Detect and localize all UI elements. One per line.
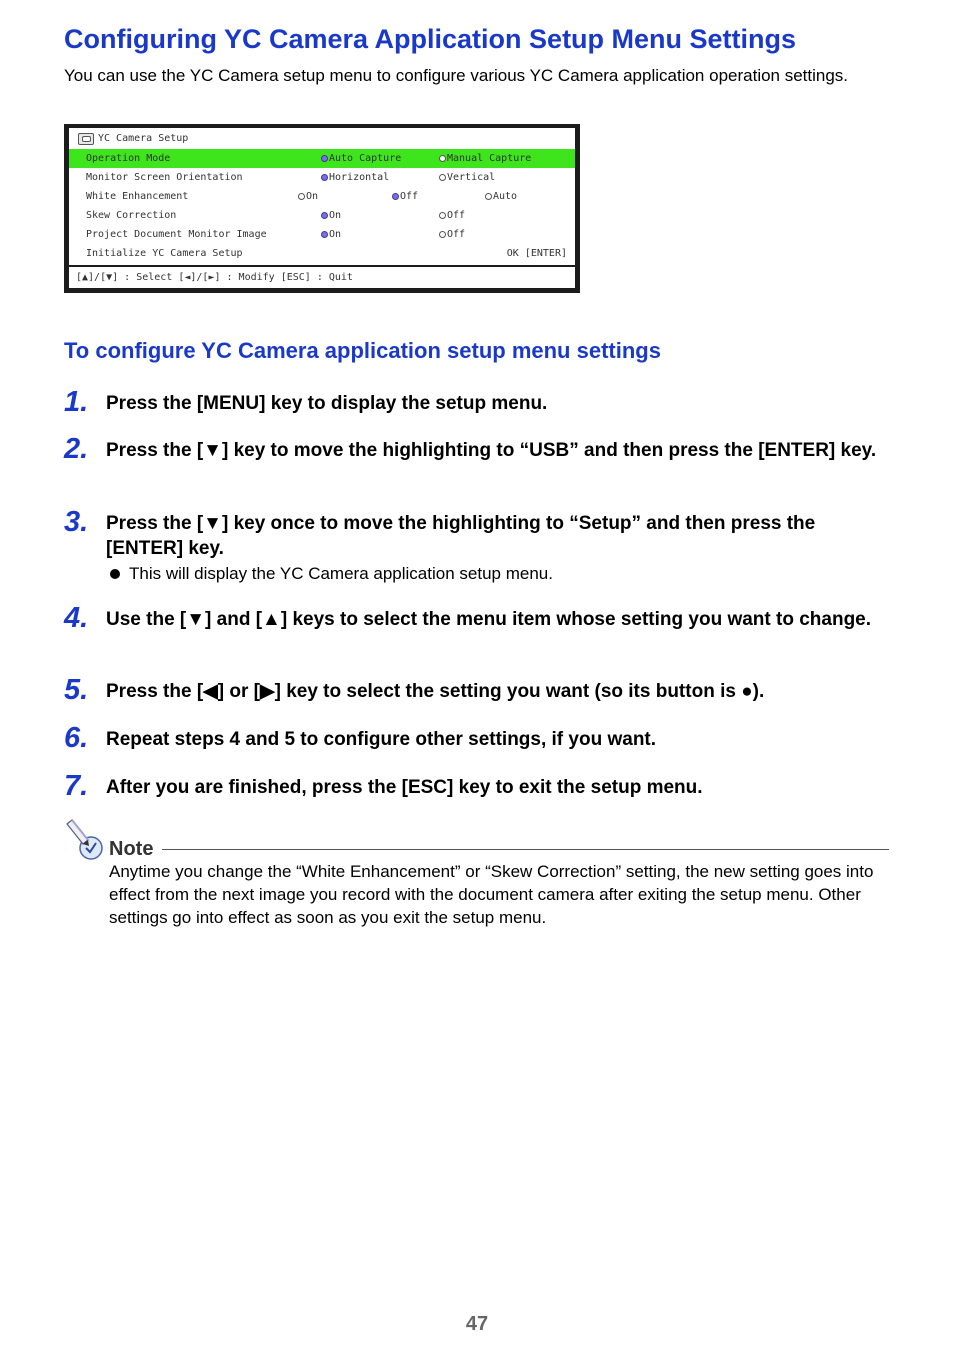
step-text: Press the [▼] key once to move the highlighting to “Setup” and then press the [ENTER] key. [106, 513, 816, 559]
menu-header [69, 128, 575, 149]
menu-row-operation-mode [69, 149, 575, 168]
menu-row-white-enhancement [69, 187, 575, 206]
bullet-text: This will display the YC Camera application setup menu. [129, 564, 553, 583]
radio-empty-icon [485, 193, 492, 200]
menu-row-label: Initialize YC Camera Setup [86, 248, 243, 259]
note-divider [162, 849, 889, 850]
option-label: On [306, 191, 319, 202]
option-vertical [439, 172, 495, 183]
option-auto-capture [321, 153, 401, 164]
ok-enter-label: OK [ENTER] [506, 248, 567, 259]
page-title: Configuring YC Camera Application Setup Menu Settings [64, 24, 797, 54]
setup-menu-panel [69, 128, 575, 265]
option-manual-capture [439, 153, 531, 164]
camera-setup-icon [78, 133, 94, 145]
step-number: 4. [64, 602, 89, 634]
option-label: Horizontal [329, 172, 390, 183]
step-number: 3. [64, 506, 89, 538]
radio-empty-icon [439, 212, 446, 219]
radio-empty-icon [439, 231, 446, 238]
menu-row-label: Operation Mode [86, 153, 171, 164]
option-on [321, 229, 341, 240]
option-label: Off [447, 210, 466, 221]
menu-row-skew-correction [69, 206, 575, 225]
setup-menu-screenshot [64, 124, 580, 293]
step-text: After you are finished, press the [ESC] key to exit the setup menu. [106, 777, 703, 798]
option-label: Auto [493, 191, 518, 202]
step-text: Press the [▼] key to move the highlighting to “USB” and then press the [ENTER] key. [106, 440, 877, 461]
radio-empty-icon [298, 193, 305, 200]
step-text: Use the [▼] and [▲] keys to select the menu item whose setting you want to change. [106, 609, 872, 630]
option-label: Auto Capture [329, 153, 402, 164]
menu-row-label: Project Document Monitor Image [86, 229, 267, 240]
note-text: Anytime you change the “White Enhancement” or “Skew Correction” setting, the new setting goes into effect from the next image you record with the document camera after exiting the setup menu. Other settings go into effect as soon as you exit the setup menu. [109, 862, 874, 927]
step-number: 2. [64, 433, 89, 465]
option-off [439, 210, 465, 221]
section-subtitle: To configure YC Camera application setup menu settings [64, 338, 661, 363]
note-pencil-icon [64, 818, 106, 862]
step-number: 1. [64, 386, 89, 418]
step-number: 7. [64, 770, 89, 802]
menu-row-label: Monitor Screen Orientation [86, 172, 243, 183]
menu-row-project-document [69, 225, 575, 244]
option-on [298, 191, 318, 202]
page-number: 47 [465, 1313, 489, 1335]
option-label: Manual Capture [447, 153, 532, 164]
radio-selected-icon [321, 174, 328, 181]
option-label: Off [447, 229, 466, 240]
menu-row-initialize [69, 244, 575, 263]
menu-footer-label: [▲]/[▼] : Select [◄]/[►] : Modify [ESC] : Quit [76, 272, 353, 283]
radio-selected-icon [392, 193, 399, 200]
radio-empty-icon [439, 174, 446, 181]
radio-empty-icon [439, 155, 446, 162]
option-auto [485, 191, 517, 202]
step-number: 5. [64, 674, 89, 706]
option-off [392, 191, 418, 202]
menu-row-monitor-orientation [69, 168, 575, 187]
menu-footer [69, 267, 575, 288]
menu-header-label: YC Camera Setup [98, 133, 189, 144]
option-label: Off [400, 191, 419, 202]
option-label: On [329, 229, 342, 240]
option-horizontal [321, 172, 389, 183]
option-label: Vertical [447, 172, 496, 183]
radio-selected-icon [321, 231, 328, 238]
option-on [321, 210, 341, 221]
intro-text: You can use the YC Camera setup menu to configure various YC Camera application operation settings. [64, 66, 849, 85]
option-off [439, 229, 465, 240]
step-text: Repeat steps 4 and 5 to configure other settings, if you want. [106, 729, 657, 750]
step-text: Press the [MENU] key to display the setup menu. [106, 393, 548, 414]
step-3-bullet [110, 564, 553, 584]
note-label: Note [109, 838, 154, 860]
radio-selected-icon [321, 212, 328, 219]
option-label: On [329, 210, 342, 221]
menu-row-label: White Enhancement [86, 191, 189, 202]
menu-row-label: Skew Correction [86, 210, 177, 221]
step-number: 6. [64, 722, 89, 754]
bullet-dot-icon [110, 569, 120, 579]
step-text: Press the [◀] or [▶] key to select the setting you want (so its button is ●). [106, 681, 765, 702]
radio-selected-icon [321, 155, 328, 162]
